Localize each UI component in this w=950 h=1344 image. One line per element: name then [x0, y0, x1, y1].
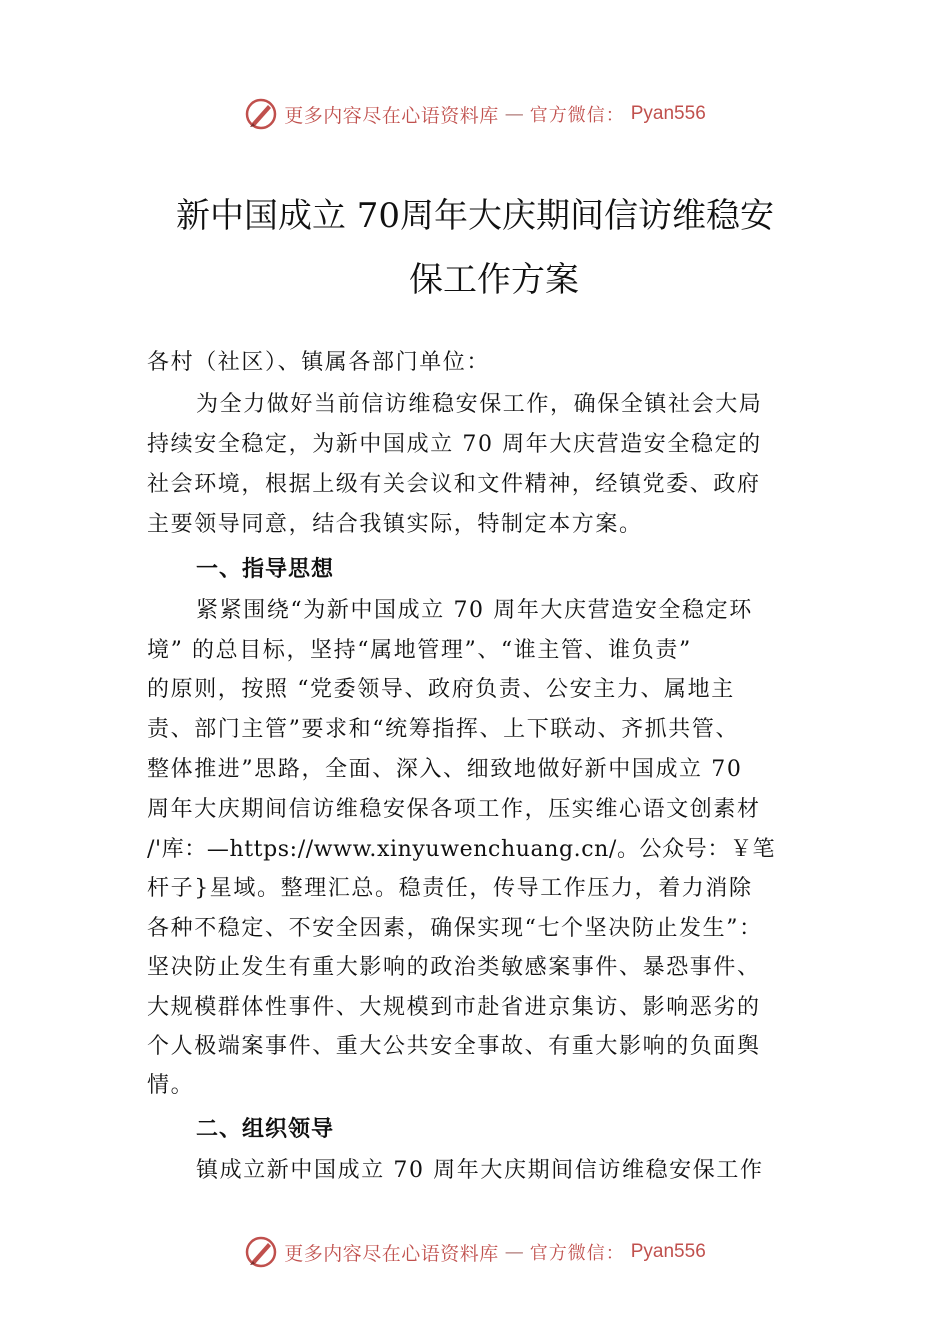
- section-2-heading: 二、组织领导: [196, 1117, 335, 1142]
- section-1-line: 周年大庆期间信访维稳安保各项工作，压实维心语文创素材: [147, 797, 761, 822]
- intro-line: 为全力做好当前信访维稳安保工作，确保全镇社会大局: [196, 392, 763, 417]
- section-1-line: 大规模群体性事件、大规模到市赴省进京集访、影响恶劣的: [147, 995, 761, 1020]
- section-1-heading: 一、指导思想: [196, 557, 335, 582]
- banner-wechat-id: Pyan556: [630, 1241, 706, 1262]
- intro-line: 主要领导同意，结合我镇实际，特制定本方案。: [147, 512, 643, 537]
- section-2-line: 镇成立新中国成立 70 周年大庆期间信访维稳安保工作: [196, 1158, 764, 1183]
- banner-wechat-id: Pyan556: [630, 103, 706, 124]
- banner-separator: —: [504, 1241, 524, 1263]
- section-1-line: 整体推进”思路，全面、深入、细致地做好新中国成立 70: [147, 757, 743, 782]
- section-1-line: 的原则，按照 “党委领导、政府负责、公安主力、属地主: [147, 677, 735, 702]
- bottom-banner: [0, 1232, 950, 1272]
- top-banner: [0, 94, 950, 134]
- document-title-line-2: 保工作方案: [409, 260, 579, 300]
- section-1-line: 个人极端案事件、重大公共安全事故、有重大影响的负面舆: [147, 1034, 761, 1059]
- section-1-line: 责、部门主管”要求和“统筹指挥、上下联动、齐抓共管、: [147, 717, 740, 742]
- section-1-line: 境” 的总目标，坚持“属地管理”、“谁主管、谁负责”: [147, 638, 692, 663]
- section-1-line: 杆子}星域。整理汇总。稳责任，传导工作压力，着力消除: [147, 876, 753, 901]
- banner-text: 更多内容尽在心语资料库: [284, 1242, 499, 1265]
- section-1-line: 紧紧围绕“为新中国成立 70 周年大庆营造安全稳定环: [196, 598, 753, 623]
- section-1-line: 各种不稳定、不安全因素，确保实现“七个坚决防止发生”：: [147, 916, 763, 941]
- pen-logo-icon: [244, 1235, 278, 1269]
- banner-separator: —: [504, 103, 524, 125]
- salutation: 各村（社区）、镇属各部门单位：: [147, 350, 491, 375]
- banner-tail: 官方微信：: [529, 105, 625, 126]
- banner-text: 更多内容尽在心语资料库: [284, 104, 499, 127]
- banner-tail: 官方微信：: [529, 1243, 625, 1264]
- intro-line: 社会环境，根据上级有关会议和文件精神，经镇党委、政府: [147, 472, 761, 497]
- pen-logo-icon: [244, 97, 278, 131]
- section-1-line: 情。: [147, 1073, 195, 1098]
- intro-line: 持续安全稳定，为新中国成立 70 周年大庆营造安全稳定的: [147, 432, 762, 457]
- section-1-line: 坚决防止发生有重大影响的政治类敏感案事件、暴恐事件、: [147, 955, 761, 980]
- section-1-line: /'库：—https://www.xinyuwenchuang.cn/。公众号：￥笔: [147, 837, 776, 862]
- document-title-line-1: 新中国成立 70周年大庆期间信访维稳安: [175, 196, 775, 236]
